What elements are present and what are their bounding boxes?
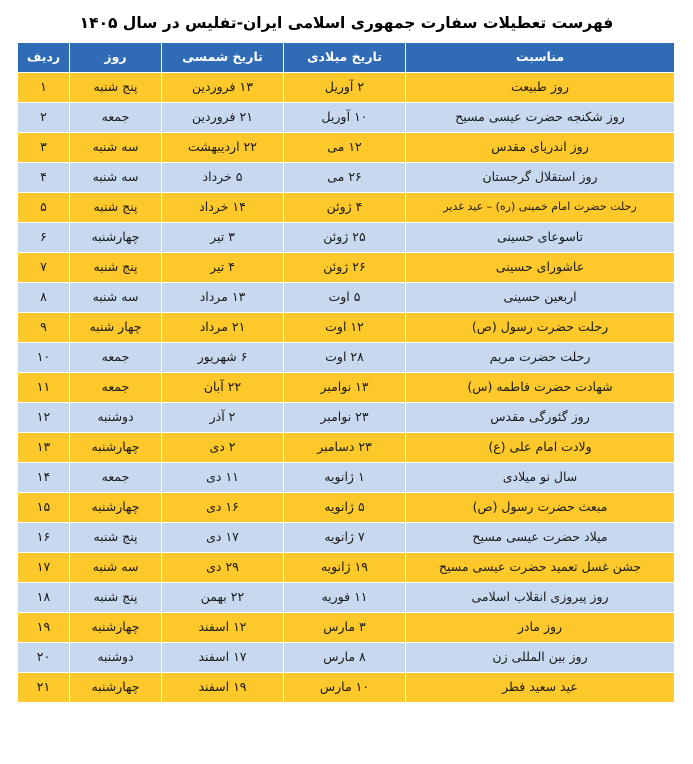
cell-shamsi-date: ۲ آذر bbox=[162, 403, 284, 433]
table-row bbox=[18, 313, 675, 343]
table-row bbox=[18, 343, 675, 373]
cell-row-number: ۱۰ bbox=[18, 343, 70, 373]
cell-weekday: چهارشنبه bbox=[70, 613, 162, 643]
table-row bbox=[18, 553, 675, 583]
cell-occasion: رحلت حضرت رسول (ص) bbox=[406, 313, 675, 343]
cell-weekday: پنج شنبه bbox=[70, 73, 162, 103]
cell-row-number: ۱۲ bbox=[18, 403, 70, 433]
cell-row-number: ۲۰ bbox=[18, 643, 70, 673]
cell-weekday: سه شنبه bbox=[70, 283, 162, 313]
cell-shamsi-date: ۱۷ اسفند bbox=[162, 643, 284, 673]
cell-row-number: ۴ bbox=[18, 163, 70, 193]
cell-occasion: جشن غسل تعمید حضرت عیسی مسیح bbox=[406, 553, 675, 583]
cell-occasion: روز پیروزی انقلاب اسلامی bbox=[406, 583, 675, 613]
cell-row-number: ۸ bbox=[18, 283, 70, 313]
cell-occasion: اربعین حسینی bbox=[406, 283, 675, 313]
cell-shamsi-date: ۱۳ مرداد bbox=[162, 283, 284, 313]
cell-occasion: روز شکنجه حضرت عیسی مسیح bbox=[406, 103, 675, 133]
cell-occasion: رحلت حضرت امام خمینی (ره) – عید غدیر bbox=[406, 193, 675, 223]
cell-weekday: دوشنبه bbox=[70, 643, 162, 673]
cell-row-number: ۱۴ bbox=[18, 463, 70, 493]
cell-miladi-date: ۱ ژانویه bbox=[284, 463, 406, 493]
cell-weekday: پنج شنبه bbox=[70, 523, 162, 553]
cell-row-number: ۹ bbox=[18, 313, 70, 343]
cell-occasion: تاسوعای حسینی bbox=[406, 223, 675, 253]
cell-weekday: جمعه bbox=[70, 463, 162, 493]
cell-miladi-date: ۲۵ ژوئن bbox=[284, 223, 406, 253]
cell-weekday: پنج شنبه bbox=[70, 583, 162, 613]
cell-miladi-date: ۱۰ مارس bbox=[284, 673, 406, 703]
table-row bbox=[18, 523, 675, 553]
cell-shamsi-date: ۵ خرداد bbox=[162, 163, 284, 193]
cell-row-number: ۷ bbox=[18, 253, 70, 283]
cell-occasion: شهادت حضرت فاطمه (س) bbox=[406, 373, 675, 403]
table-row bbox=[18, 223, 675, 253]
cell-shamsi-date: ۲۲ آبان bbox=[162, 373, 284, 403]
cell-occasion: ولادت امام علی (ع) bbox=[406, 433, 675, 463]
cell-miladi-date: ۱۹ ژانویه bbox=[284, 553, 406, 583]
column-header-shamsi: تاریخ شمسی bbox=[162, 43, 284, 73]
cell-shamsi-date: ۶ شهریور bbox=[162, 343, 284, 373]
cell-row-number: ۳ bbox=[18, 133, 70, 163]
cell-row-number: ۶ bbox=[18, 223, 70, 253]
cell-shamsi-date: ۱۹ اسفند bbox=[162, 673, 284, 703]
table-row bbox=[18, 613, 675, 643]
cell-weekday: سه شنبه bbox=[70, 553, 162, 583]
cell-occasion: روز استقلال گرجستان bbox=[406, 163, 675, 193]
cell-miladi-date: ۷ ژانویه bbox=[284, 523, 406, 553]
cell-miladi-date: ۱۰ آوریل bbox=[284, 103, 406, 133]
table-row bbox=[18, 463, 675, 493]
cell-shamsi-date: ۲ دی bbox=[162, 433, 284, 463]
table-row bbox=[18, 583, 675, 613]
table-row bbox=[18, 373, 675, 403]
cell-row-number: ۲ bbox=[18, 103, 70, 133]
table-header bbox=[18, 43, 675, 73]
cell-miladi-date: ۲ آوریل bbox=[284, 73, 406, 103]
table-row bbox=[18, 133, 675, 163]
cell-shamsi-date: ۳ تیر bbox=[162, 223, 284, 253]
column-header-row: ردیف bbox=[18, 43, 70, 73]
cell-weekday: چهارشنبه bbox=[70, 493, 162, 523]
cell-occasion: عاشورای حسینی bbox=[406, 253, 675, 283]
cell-row-number: ۵ bbox=[18, 193, 70, 223]
cell-miladi-date: ۴ ژوئن bbox=[284, 193, 406, 223]
cell-weekday: دوشنبه bbox=[70, 403, 162, 433]
cell-occasion: روز طبیعت bbox=[406, 73, 675, 103]
table-row bbox=[18, 73, 675, 103]
cell-shamsi-date: ۲۲ بهمن bbox=[162, 583, 284, 613]
cell-miladi-date: ۲۳ نوامبر bbox=[284, 403, 406, 433]
cell-miladi-date: ۱۱ فوریه bbox=[284, 583, 406, 613]
cell-row-number: ۱۱ bbox=[18, 373, 70, 403]
column-header-miladi: تاریخ میلادی bbox=[284, 43, 406, 73]
cell-miladi-date: ۵ ژانویه bbox=[284, 493, 406, 523]
table-row bbox=[18, 253, 675, 283]
cell-weekday: جمعه bbox=[70, 103, 162, 133]
cell-weekday: چهارشنبه bbox=[70, 223, 162, 253]
cell-miladi-date: ۵ اوت bbox=[284, 283, 406, 313]
cell-weekday: جمعه bbox=[70, 373, 162, 403]
cell-row-number: ۱۹ bbox=[18, 613, 70, 643]
cell-occasion: میلاد حضرت عیسی مسیح bbox=[406, 523, 675, 553]
cell-weekday: چهار شنبه bbox=[70, 313, 162, 343]
cell-shamsi-date: ۱۱ دی bbox=[162, 463, 284, 493]
cell-miladi-date: ۱۲ می bbox=[284, 133, 406, 163]
table-row bbox=[18, 433, 675, 463]
cell-row-number: ۱۵ bbox=[18, 493, 70, 523]
cell-occasion: روز گئورگی مقدس bbox=[406, 403, 675, 433]
cell-occasion: رحلت حضرت مریم bbox=[406, 343, 675, 373]
cell-miladi-date: ۲۶ ژوئن bbox=[284, 253, 406, 283]
column-header-day: روز bbox=[70, 43, 162, 73]
cell-miladi-date: ۲۳ دسامبر bbox=[284, 433, 406, 463]
cell-shamsi-date: ۲۹ دی bbox=[162, 553, 284, 583]
cell-weekday: پنج شنبه bbox=[70, 253, 162, 283]
cell-shamsi-date: ۲۲ اردیبهشت bbox=[162, 133, 284, 163]
cell-row-number: ۱۸ bbox=[18, 583, 70, 613]
table-body bbox=[18, 73, 675, 703]
cell-row-number: ۲۱ bbox=[18, 673, 70, 703]
table-row bbox=[18, 103, 675, 133]
cell-occasion: سال نو میلادی bbox=[406, 463, 675, 493]
cell-weekday: پنج شنبه bbox=[70, 193, 162, 223]
cell-weekday: سه شنبه bbox=[70, 133, 162, 163]
cell-miladi-date: ۳ مارس bbox=[284, 613, 406, 643]
holidays-table bbox=[17, 42, 675, 703]
cell-occasion: روز مادر bbox=[406, 613, 675, 643]
cell-shamsi-date: ۱۳ فروردین bbox=[162, 73, 284, 103]
cell-miladi-date: ۲۶ می bbox=[284, 163, 406, 193]
cell-occasion: روز اندریای مقدس bbox=[406, 133, 675, 163]
table-row bbox=[18, 673, 675, 703]
page-title: فهرست تعطیلات سفارت جمهوری اسلامی ایران-تفلیس در سال ۱۴۰۵ bbox=[79, 14, 614, 32]
cell-row-number: ۱۳ bbox=[18, 433, 70, 463]
cell-row-number: ۱۶ bbox=[18, 523, 70, 553]
cell-weekday: چهارشنبه bbox=[70, 673, 162, 703]
cell-weekday: جمعه bbox=[70, 343, 162, 373]
cell-shamsi-date: ۲۱ فروردین bbox=[162, 103, 284, 133]
table-row bbox=[18, 403, 675, 433]
table-header-row bbox=[18, 43, 675, 73]
cell-shamsi-date: ۲۱ مرداد bbox=[162, 313, 284, 343]
cell-shamsi-date: ۱۲ اسفند bbox=[162, 613, 284, 643]
table-row bbox=[18, 643, 675, 673]
table-row bbox=[18, 163, 675, 193]
cell-miladi-date: ۲۸ اوت bbox=[284, 343, 406, 373]
cell-weekday: چهارشنبه bbox=[70, 433, 162, 463]
cell-shamsi-date: ۱۶ دی bbox=[162, 493, 284, 523]
table-row bbox=[18, 193, 675, 223]
cell-weekday: سه شنبه bbox=[70, 163, 162, 193]
cell-shamsi-date: ۴ تیر bbox=[162, 253, 284, 283]
cell-shamsi-date: ۱۷ دی bbox=[162, 523, 284, 553]
cell-occasion: عید سعید فطر bbox=[406, 673, 675, 703]
cell-occasion: روز بین المللی زن bbox=[406, 643, 675, 673]
cell-row-number: ۱ bbox=[18, 73, 70, 103]
cell-miladi-date: ۸ مارس bbox=[284, 643, 406, 673]
table-row bbox=[18, 283, 675, 313]
cell-row-number: ۱۷ bbox=[18, 553, 70, 583]
cell-miladi-date: ۱۲ اوت bbox=[284, 313, 406, 343]
cell-occasion: مبعث حضرت رسول (ص) bbox=[406, 493, 675, 523]
cell-shamsi-date: ۱۴ خرداد bbox=[162, 193, 284, 223]
cell-miladi-date: ۱۳ نوامبر bbox=[284, 373, 406, 403]
column-header-occasion: مناسبت bbox=[406, 43, 675, 73]
table-row bbox=[18, 493, 675, 523]
